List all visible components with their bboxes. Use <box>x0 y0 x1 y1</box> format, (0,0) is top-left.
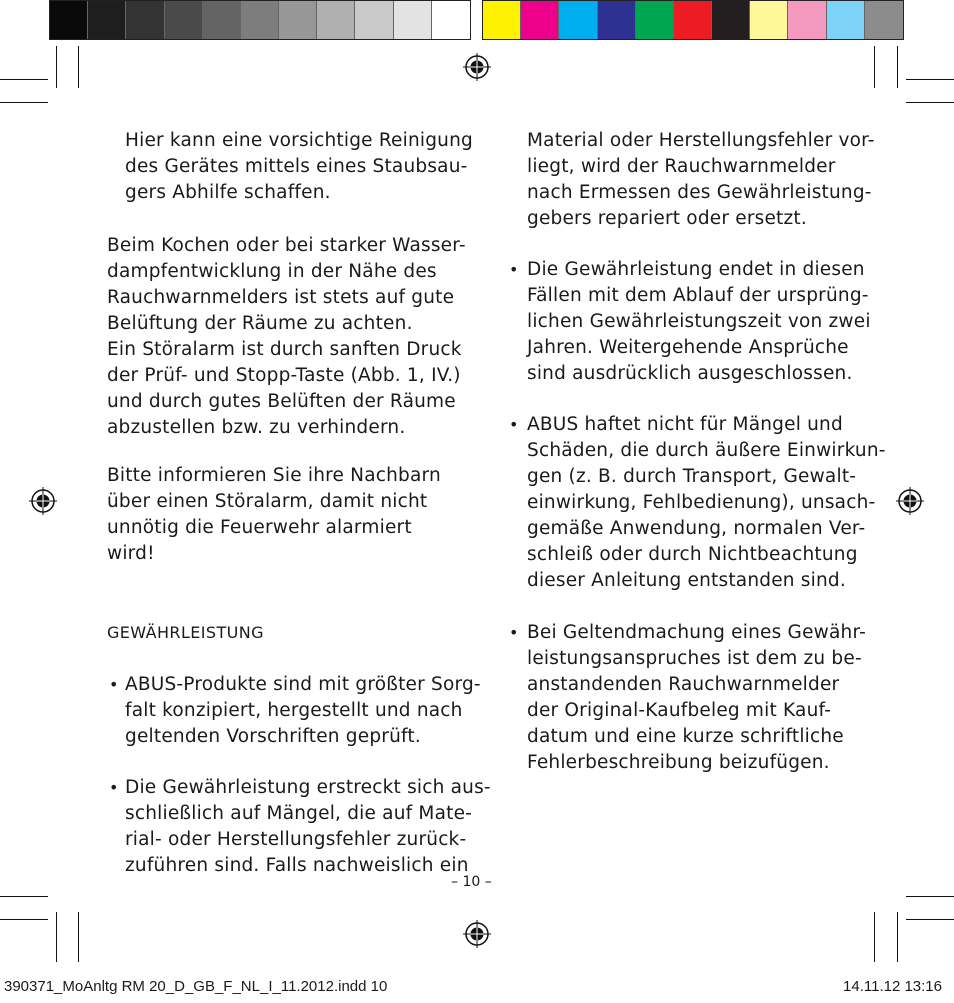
crop-mark <box>897 912 898 962</box>
gray-swatch <box>394 1 432 39</box>
crop-mark <box>906 79 954 80</box>
crop-mark <box>906 919 954 920</box>
bullet-icon: • <box>509 623 519 642</box>
color-swatch <box>559 1 597 39</box>
cleaning-paragraph: Hier kann eine vorsichtige Reinigung des Gerätes mittels eines Staubsau- gers Abhilfe schaffen. <box>125 130 473 203</box>
bullet-icon: • <box>509 415 519 434</box>
gray-swatch <box>241 1 279 39</box>
crop-mark <box>906 896 954 897</box>
crop-mark <box>0 79 48 80</box>
warranty-bullet-5: Bei Geltendmachung eines Gewähr- leistungsanspruches ist dem zu be- anstandenden Rauchwarnmelder der Original-Kaufbeleg mit Kauf- datum und eine kurze schriftliche Fehlerbeschreibung beizufügen. <box>527 622 866 773</box>
gray-swatch <box>355 1 393 39</box>
crop-mark <box>56 46 57 88</box>
color-swatch <box>827 1 865 39</box>
crop-mark <box>897 46 898 88</box>
crop-mark <box>0 896 48 897</box>
gray-color-bar <box>49 0 471 40</box>
bullet-icon: • <box>109 778 119 797</box>
warranty-heading: GEWÄHRLEISTUNG <box>107 623 264 642</box>
color-swatch <box>636 1 674 39</box>
crop-mark <box>0 919 48 920</box>
gray-swatch <box>88 1 126 39</box>
warranty-bullet-1: ABUS-Produkte sind mit größter Sorg- falt konzipiert, hergestellt und nach geltenden Vorschriften geprüft. <box>125 674 481 747</box>
page-number: – 10 – <box>451 874 492 890</box>
crop-mark <box>874 912 875 962</box>
warranty-bullet-2: Die Gewährleistung erstreckt sich aus- schließlich auf Mängel, die auf Mate- rial- oder Herstellungsfehler zurück- zuführen sind. Falls nachweislich ein <box>125 777 491 876</box>
warranty-bullet-4: ABUS haftet nicht für Mängel und Schäden, die durch äußere Einwirkun- gen (z. B. durch Transport, Gewalt- einwirkung, Fehlbedienung), unsach- gemäße Anwendung, normalen Ver- schleiß oder durch Nichtbeachtung dieser Anleitung entstanden sind. <box>527 414 886 591</box>
color-swatch <box>750 1 788 39</box>
color-swatch <box>521 1 559 39</box>
color-swatch <box>788 1 826 39</box>
gray-swatch <box>279 1 317 39</box>
crop-mark <box>906 102 954 103</box>
color-swatch <box>674 1 712 39</box>
gray-swatch <box>203 1 241 39</box>
warranty-bullet-2-continued: Material oder Herstellungsfehler vor- liegt, wird der Rauchwarnmelder nach Ermessen des Gewährleistung- gebers repariert oder ersetzt. <box>527 130 875 229</box>
bullet-icon: • <box>509 260 519 279</box>
registration-mark-icon <box>463 920 491 948</box>
process-color-bar <box>482 0 904 40</box>
cooking-paragraph: Beim Kochen oder bei starker Wasser- dampfentwicklung in der Nähe des Rauchwarnmelders ist stets auf gute Belüftung der Räume zu achten. Ein Störalarm ist durch sanften Druck der Prüf- und Stopp-Taste (Abb. 1, IV.) und durch gutes Belüften der Räume abzustellen bzw. zu verhindern. <box>107 235 466 438</box>
crop-mark <box>56 912 57 962</box>
bullet-icon: • <box>109 675 119 694</box>
color-swatch <box>712 1 750 39</box>
color-swatch <box>865 1 903 39</box>
color-swatch <box>483 1 521 39</box>
gray-swatch <box>126 1 164 39</box>
gray-swatch <box>50 1 88 39</box>
gray-swatch <box>317 1 355 39</box>
footer-filename: 390371_MoAnltg RM 20_D_GB_F_NL_I_11.2012.indd 10 <box>4 978 388 995</box>
warranty-bullet-3: Die Gewährleistung endet in diesen Fällen mit dem Ablauf der ursprüng- lichen Gewährleistungszeit von zwei Jahren. Weitergehende Ansprüche sind ausdrücklich ausgeschlossen. <box>527 259 871 384</box>
crop-mark <box>0 102 48 103</box>
gray-swatch <box>432 1 470 39</box>
registration-mark-icon <box>463 53 491 81</box>
crop-mark <box>78 912 79 962</box>
registration-mark-icon <box>896 487 924 515</box>
crop-mark <box>874 46 875 88</box>
footer-datetime: 14.11.12 13:16 <box>843 978 942 995</box>
color-swatch <box>598 1 636 39</box>
gray-swatch <box>165 1 203 39</box>
crop-mark <box>78 46 79 88</box>
registration-mark-icon <box>29 487 57 515</box>
neighbors-paragraph: Bitte informieren Sie ihre Nachbarn über einen Störalarm, damit nicht unnötig die Feuerwehr alarmiert wird! <box>107 465 441 564</box>
